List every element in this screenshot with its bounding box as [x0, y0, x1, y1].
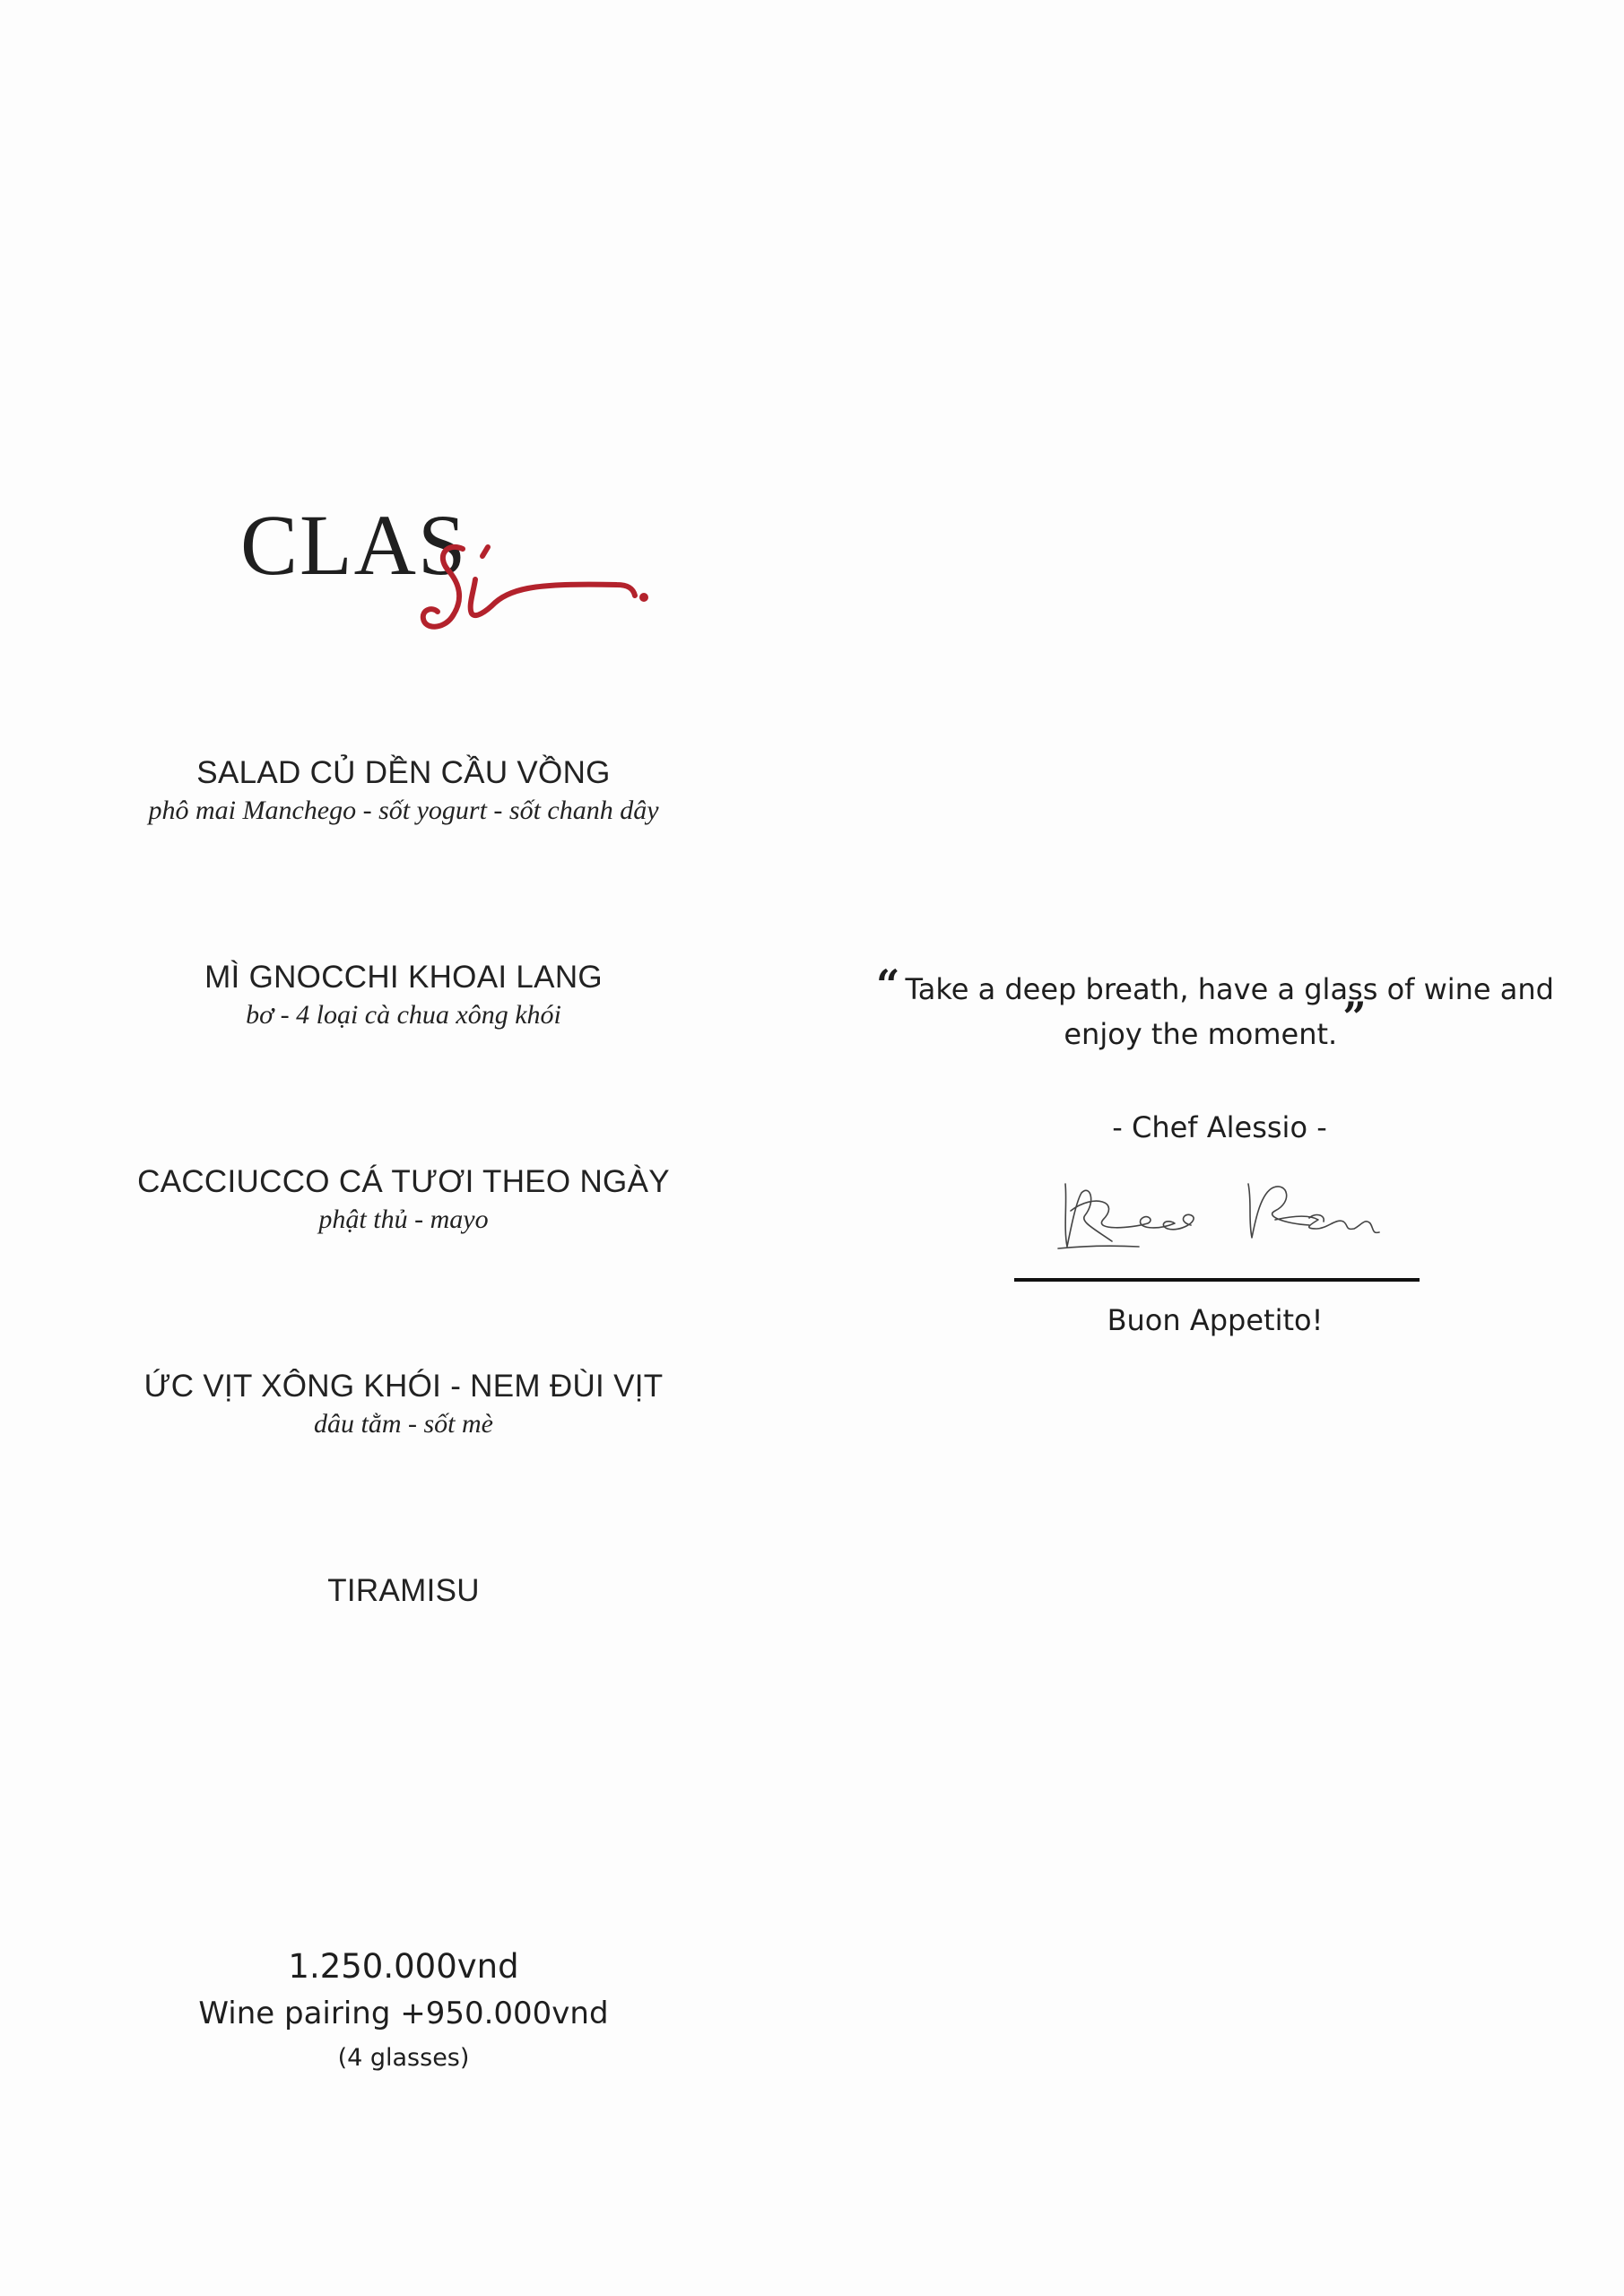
price-block: [99, 1944, 708, 2079]
restaurant-logo: [240, 497, 671, 655]
dish-description: phật thủ - mayo: [318, 1205, 489, 1234]
menu-price: 1.250.000vnd: [288, 1947, 519, 1986]
chef-quote: [861, 961, 1569, 1057]
menu-item: [99, 958, 708, 1033]
quote-line-2: enjoy the moment.: [1064, 1017, 1338, 1051]
dish-name: MÌ GNOCCHI KHOAI LANG: [204, 960, 603, 995]
close-quote-icon: ”: [1342, 993, 1367, 1041]
closing-text: Buon Appetito!: [1107, 1303, 1324, 1337]
dish-description: dâu tằm - sốt mè: [314, 1409, 493, 1439]
dish-name: CACCIUCCO CÁ TƯƠI THEO NGÀY: [137, 1164, 670, 1199]
menu-item: [99, 753, 708, 829]
signature-line: [1014, 1278, 1420, 1282]
chef-signature: [1040, 1166, 1399, 1265]
logo-wordmark: CLAS: [240, 497, 468, 593]
quote-line-2-row: [861, 993, 1569, 1057]
dish-name: ỨC VỊT XÔNG KHÓI - NEM ĐÙI VỊT: [143, 1369, 664, 1404]
dish-name: SALAD CỦ DỀN CẦU VỒNG: [196, 755, 611, 790]
menu-item: [99, 1367, 708, 1442]
quote-line-1: Take a deep breath, have a glass of wine and: [905, 972, 1554, 1006]
chef-name: - Chef Alessio -: [1112, 1110, 1327, 1144]
open-quote-icon: “: [876, 961, 900, 1009]
dish-description: bơ - 4 loại cà chua xông khói: [246, 1000, 561, 1030]
menu-item: [99, 1571, 708, 1611]
wine-glasses-note: (4 glasses): [337, 2044, 470, 2072]
dish-description: phô mai Manchego - sốt yogurt - sốt chanh dây: [148, 796, 659, 825]
dish-name: TIRAMISU: [327, 1573, 480, 1608]
quote-line-1-row: [861, 961, 1569, 1012]
logo-script-si: [420, 536, 689, 671]
menu-item: [99, 1162, 708, 1238]
wine-pairing-price: Wine pairing +950.000vnd: [198, 1996, 609, 2031]
